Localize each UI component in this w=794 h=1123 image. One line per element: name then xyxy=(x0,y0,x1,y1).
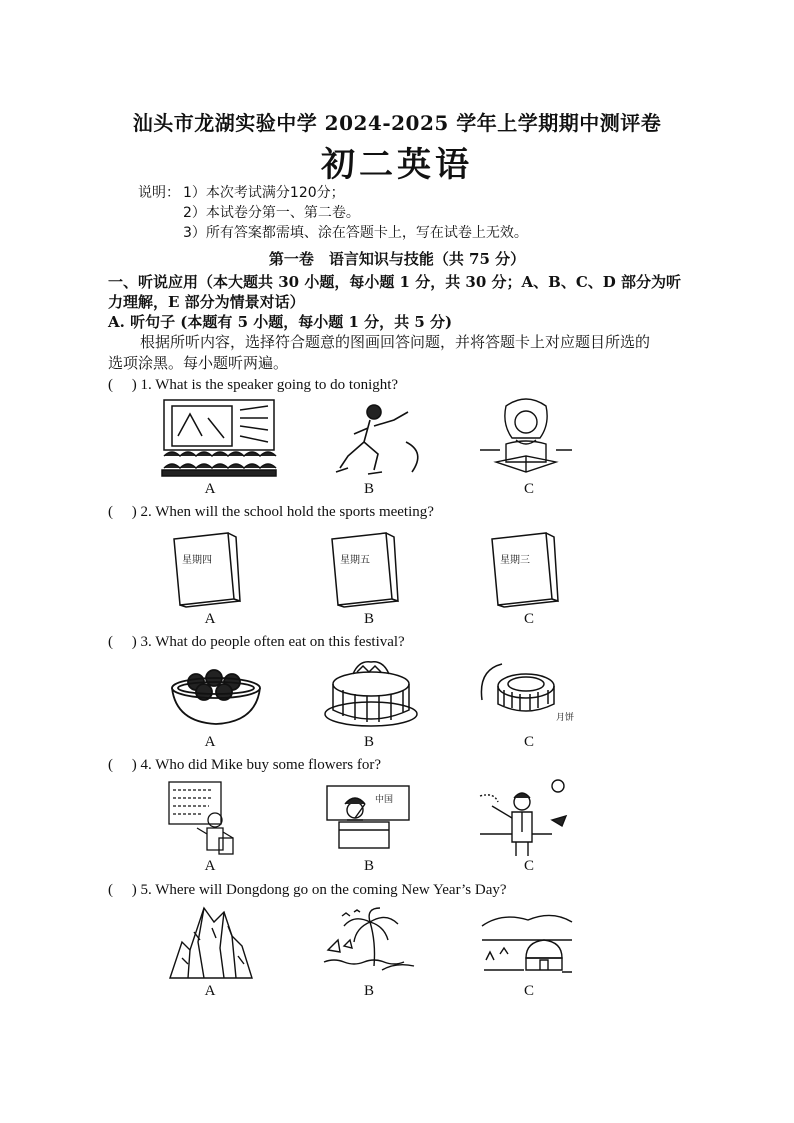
part-a-instruction-line2: 选项涂黑。每小题听两遍。 xyxy=(108,354,289,372)
q4-board-label: 中国 xyxy=(375,795,394,805)
q2-calendar-label-b: 星期五 xyxy=(340,555,370,566)
q2-calendar-label-c: 星期三 xyxy=(500,555,530,566)
note-item-1: 1）本次考试满分120分； xyxy=(183,185,345,201)
part-one-title-line2: 力理解，E 部分为情景对话） xyxy=(108,293,305,311)
q1-option-b[interactable]: B xyxy=(363,481,374,497)
q1-reading-girl-image xyxy=(476,396,576,480)
q1-skater-image xyxy=(334,398,434,480)
q2-calendar-label-a: 星期四 xyxy=(182,555,212,566)
q2-calendar-friday xyxy=(328,529,400,609)
q2-option-a[interactable]: A xyxy=(204,611,216,627)
question-2: ( ) 2. When will the school hold the sports meeting? xyxy=(108,504,434,520)
q5-mountains-image xyxy=(168,902,254,980)
q1-option-c[interactable]: C xyxy=(523,481,534,497)
note-item-3: 3）所有答案都需填、涂在答题卡上，写在试卷上无效。 xyxy=(183,225,528,241)
q3-option-b[interactable]: B xyxy=(363,734,374,750)
q5-option-a[interactable]: A xyxy=(204,983,216,999)
part-one-title-line1: 一、听说应用（本大题共 30 小题，每小题 1 分，共 30 分；A、B、C、D 部分为听 xyxy=(108,273,682,291)
q5-beach-image xyxy=(322,906,416,978)
note-item-2: 2）本试卷分第一、第二卷。 xyxy=(183,205,360,221)
q4-option-c[interactable]: C xyxy=(523,858,534,874)
q5-option-b[interactable]: B xyxy=(363,983,374,999)
q2-calendar-thursday xyxy=(170,529,242,609)
q2-calendar-wednesday xyxy=(488,529,560,609)
question-5: ( ) 5. Where will Dongdong go on the coming New Year’s Day? xyxy=(108,882,507,898)
q1-option-a[interactable]: A xyxy=(204,481,216,497)
question-4: ( ) 4. Who did Mike buy some flowers for? xyxy=(108,757,382,773)
q1-cinema-image xyxy=(160,396,278,478)
q2-option-b[interactable]: B xyxy=(363,611,374,627)
question-3: ( ) 3. What do people often eat on this festival? xyxy=(108,634,405,650)
part-a-instruction-line1: 根据所听内容，选择符合题意的图画回答问题，并将答题卡上对应题目所选的 xyxy=(140,333,651,351)
notes-label: 说明： xyxy=(138,185,180,201)
q5-option-c[interactable]: C xyxy=(523,983,534,999)
q4-option-b[interactable]: B xyxy=(363,858,374,874)
question-1: ( ) 1. What is the speaker going to do tonight? xyxy=(108,377,399,393)
q4-chinese-teacher-image xyxy=(325,784,411,854)
part-a-title: A. 听句子 (本题有 5 小题，每小题 1 分，共 5 分) xyxy=(108,313,453,331)
q3-cake-image xyxy=(323,656,419,728)
q3-mooncake-label: 月饼 xyxy=(556,713,575,723)
q4-option-a[interactable]: A xyxy=(204,858,216,874)
q3-dumplings-bowl-image xyxy=(168,660,264,728)
q4-english-teacher-image xyxy=(167,780,239,858)
q3-mooncake-image xyxy=(478,660,574,726)
subject-title: 初二英语 xyxy=(321,145,473,185)
q2-option-c[interactable]: C xyxy=(523,611,534,627)
q4-math-teacher-image xyxy=(478,778,570,858)
q3-option-c[interactable]: C xyxy=(523,734,534,750)
q3-option-a[interactable]: A xyxy=(204,734,216,750)
school-title: 汕头市龙湖实验中学 2024-2025 学年上学期期中测评卷 xyxy=(132,111,662,135)
q5-grassland-yurt-image xyxy=(480,908,574,980)
section-title: 第一卷 语言知识与技能（共 75 分） xyxy=(268,250,526,268)
